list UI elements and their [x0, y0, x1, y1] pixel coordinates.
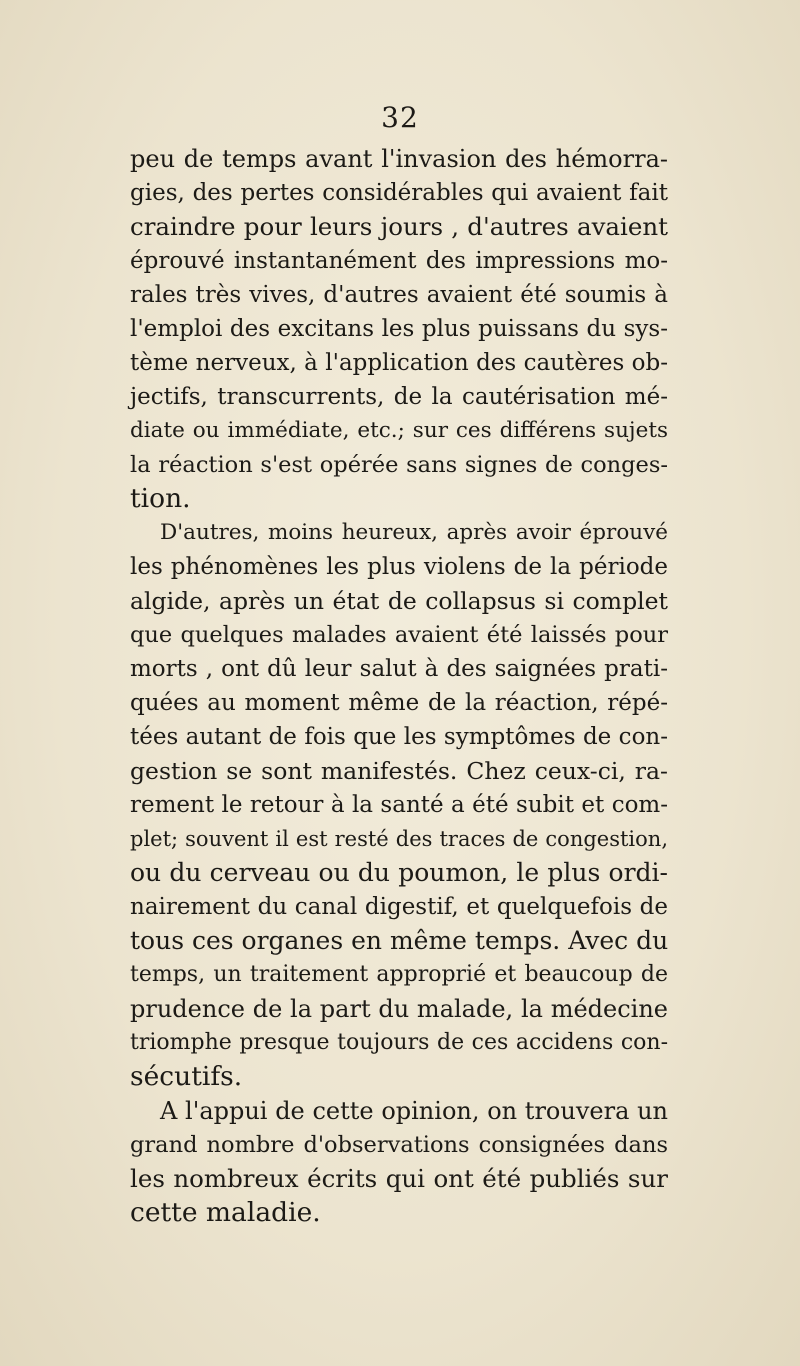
text-line: les phénomènes les plus violens de la période [130, 554, 668, 580]
text-line: D'autres, moins heureux, après avoir éprouvé [160, 520, 668, 545]
text-line: gestion se sont manifestés. Chez ceux-ci, ra- [130, 757, 668, 785]
text-line: l'emploi des excitans les plus puissans du sys- [130, 316, 668, 342]
text-line: plet; souvent il est resté des traces de congestion, [130, 827, 668, 851]
text-line: jectifs, transcurrents, de la cautérisation mé- [130, 384, 668, 410]
text-line: éprouvé instantanément des impressions mo- [130, 248, 668, 274]
text-line: grand nombre d'observations consignées dans [130, 1132, 668, 1158]
text-line: nairement du canal digestif, et quelquefois de [130, 894, 668, 920]
text-line: peu de temps avant l'invasion des hémorra- [130, 145, 668, 173]
text-line: tème nerveux, à l'application des cautères ob- [130, 350, 668, 376]
paragraph-1 [130, 142, 668, 516]
paragraph-2 [130, 516, 668, 1094]
text-line: craindre pour leurs jours , d'autres avaient [130, 212, 668, 241]
text-line: sécutifs. [130, 1061, 243, 1092]
text-line: ou du cerveau ou du poumon, le plus ordi- [130, 858, 668, 887]
paragraph-3 [130, 1094, 668, 1230]
text-line: tées autant de fois que les symptômes de con- [130, 724, 668, 750]
text-line: tion. [130, 483, 191, 514]
text-line: gies, des pertes considérables qui avaient fait [130, 180, 668, 206]
text-line: que quelques malades avaient été laissés pour [130, 622, 668, 648]
text-line: tous ces organes en même temps. Avec du [130, 926, 669, 955]
text-line: diate ou immédiate, etc.; sur ces différens sujets [130, 418, 668, 443]
text-line: la réaction s'est opérée sans signes de conges- [130, 452, 668, 478]
text-line: rales très vives, d'autres avaient été soumis à [130, 282, 668, 308]
text-line: triomphe presque toujours de ces accidens con- [130, 1030, 668, 1055]
text-line: cette maladie. [130, 1197, 321, 1228]
text-line: prudence de la part du malade, la médecine [130, 995, 668, 1023]
text-line: les nombreux écrits qui ont été publiés sur [130, 1164, 668, 1193]
text-line: rement le retour à la santé a été subit et com- [130, 792, 668, 818]
page-number: 32 [381, 101, 419, 134]
text-line: quées au moment même de la réaction, répé- [130, 690, 668, 716]
body-text [130, 142, 668, 1230]
text-line: morts , ont dû leur salut à des saignées prati- [130, 656, 668, 682]
text-line: A l'appui de cette opinion, on trouvera un [160, 1097, 668, 1125]
text-line: algide, après un état de collapsus si complet [130, 587, 668, 615]
text-line: temps, un traitement approprié et beaucoup de [130, 962, 668, 987]
